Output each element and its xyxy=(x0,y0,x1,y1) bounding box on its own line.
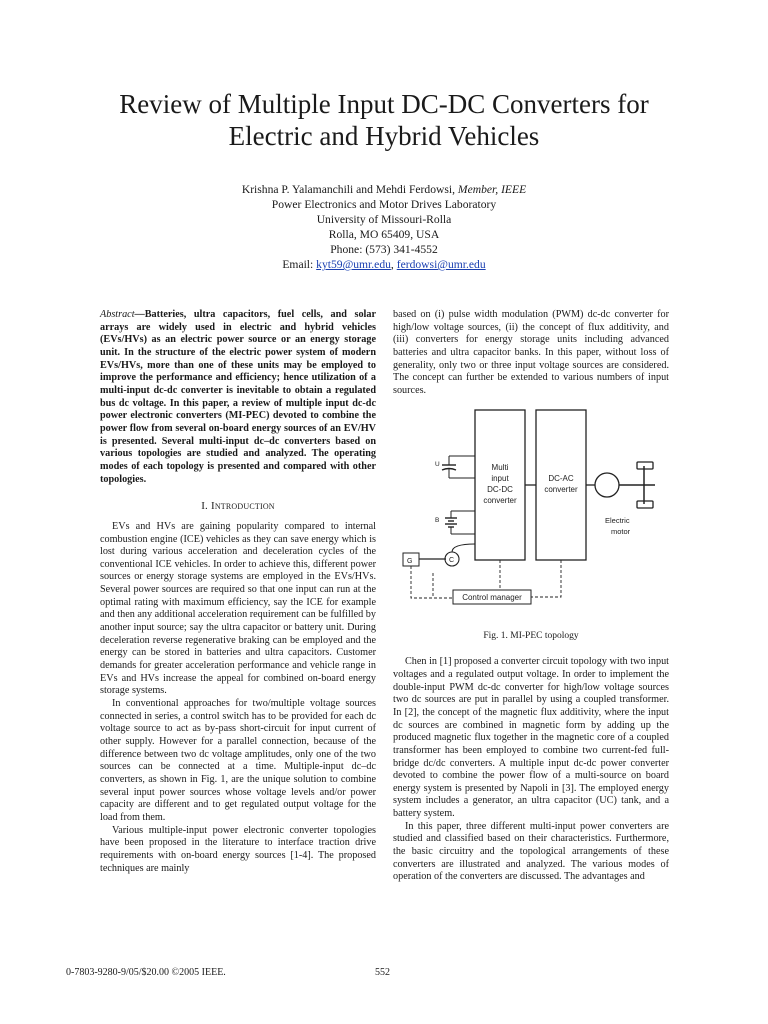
battery-label: B xyxy=(435,516,440,524)
uc-label: U xyxy=(435,460,440,468)
intro-paragraph-1: EVs and HVs are gaining popularity compared to internal combustion engine (ICE) vehicles as they can save energy which is lost during various acceleration and deceleration cycles of the conventional ICE vehicles. In order to achieve this, different power sources or energy storage systems are employed in the EVs/HVs. Several power sources are required so that one input can run at the optimal rating with maximum efficiency, say the ICE for example and then any additional acceleration requirement can be fulfilled by another input source; say the ultra capacitor or battery unit. During deceleration reverse regenerative braking can be employed and the energy can be stored in batteries and ultra capacitors. Customer demands for greater acceleration performance and vehicle range in EVs and HVs increase the appeal for combined on-board energy storage systems. xyxy=(100,520,376,697)
email-link-2[interactable]: ferdowsi@umr.edu xyxy=(396,258,486,271)
email-label: Email: xyxy=(282,258,317,271)
intro-paragraph-3: Various multiple-input power electronic converter topologies have been proposed in the literature to interface traction drive requirements with on-board energy sources [1-4]. The proposed techniques are mainly xyxy=(100,824,376,874)
motor-label-2: motor xyxy=(611,526,631,536)
mi-label-3: DC-DC xyxy=(487,484,513,494)
mi-label-1: Multi xyxy=(491,462,509,472)
affiliation-university: University of Missouri-Rolla xyxy=(316,213,452,226)
control-manager-label: Control manager xyxy=(462,592,522,602)
email-separator: , xyxy=(390,258,397,271)
mi-pec-diagram xyxy=(393,408,669,628)
affiliation-address: Rolla, MO 65409, USA xyxy=(328,228,440,241)
intro-paragraph-2: In conventional approaches for two/multiple voltage sources connected in series, a control switch has to be provided for each dc voltage source to act as by-pass short-circuit for input current of other supply. However for a parallel connection, because of the difference between two dc voltage amplitudes, only one of the two sources can be connected at a time. Multiple-input dc–dc converters, as shown in Fig. 1, are the unique solution to combine several input power sources whose voltage levels and/or power capacity are different and to get regulated output voltage for the load from them. xyxy=(100,698,376,823)
author-block xyxy=(84,182,684,272)
mi-label-2: input xyxy=(491,473,509,483)
abstract-label: Abstract xyxy=(100,309,135,320)
generator-label: G xyxy=(407,557,413,565)
section-heading-introduction: I. Introduction xyxy=(201,500,275,513)
dcac-label-1: DC-AC xyxy=(548,473,574,483)
affiliation-lab: Power Electronics and Motor Drives Laboratory xyxy=(271,198,497,211)
wheel-bottom xyxy=(637,501,653,508)
author-membership: Member, IEEE xyxy=(457,183,527,196)
control-link-dc-ac xyxy=(531,560,561,597)
intro-paragraph-5: In this paper, three different multi-input power converters are studied and classified based on their characteristics. Furthermore, the basic circuitry and the topological arrangements of these converters are illustrated and analyzed. The various modes of operation of the converters are discussed. The advantages and xyxy=(393,820,669,883)
figure-1-caption: Fig. 1. MI-PEC topology xyxy=(483,630,579,641)
mi-label-4: converter xyxy=(483,495,517,505)
page-number: 552 xyxy=(375,967,390,978)
title-line-2: Electric and Hybrid Vehicles xyxy=(228,121,540,151)
paper-title xyxy=(60,88,708,152)
left-column xyxy=(100,309,376,875)
abstract xyxy=(100,309,376,486)
motor-label-1: Electric xyxy=(605,515,630,525)
converter-label: C xyxy=(449,556,455,564)
copyright-footer: 0-7803-9280-9/05/$20.00 ©2005 IEEE. xyxy=(66,967,226,978)
email-line xyxy=(84,257,684,272)
title-line-1: Review of Multiple Input DC-DC Converters for xyxy=(119,89,649,119)
figure-1 xyxy=(393,408,669,628)
dcac-label-2: converter xyxy=(544,484,578,494)
email-link-1[interactable]: kyt59@umr.edu xyxy=(316,258,391,271)
abstract-text: —Batteries, ultra capacitors, fuel cells, and solar arrays are widely used in electric and hybrid vehicles (EVs/HVs) as an electric power source or an energy storage unit. In the structure of the electric power system of modern EVs/HVs, more than one of these units may be employed to improve the performance and efficiency; hence utilization of a multi-input dc-dc converter is inevitable to obtain a regulated bus dc voltage. In this paper, a review of multiple input dc-dc power electronic converters (MI-PEC) devoted to combine the power flow from several on-board energy sources of an EV/HV is presented. Several multi-input dc–dc converters based on various topologies are studied and analyzed. The operating modes of each topology is presented and compared with other topologies. xyxy=(100,309,376,485)
intro-paragraph-4: Chen in [1] proposed a converter circuit topology with two input voltages and a regulated output voltage. In order to implement the double-input PWM dc-dc converter for high/low voltage sources two dc sources are put in parallel by using a coupled transformer. In [2], the concept of the magnetic flux additivity, where the input dc sources are combined in magnetic form by adding up the produced magnetic flux together in the magnetic core of a coupled transformer has been employed to combine two current-fed full-bridge dc/dc converters. A multiple input dc-dc power converter devoted to combine the power flow of a multi-source on board energy system is presented by Napoli in [3]. The employed energy system includes a generator, an ultra capacitor (UC) tank, and a battery system. xyxy=(393,656,669,820)
right-column xyxy=(393,309,669,884)
intro-paragraph-3-continued: based on (i) pulse width modulation (PWM) dc-dc converter for high/low voltage sources, (ii) the concept of flux additivity, and (iii) converters for energy storage units including advanced batteries and ultra capacitor banks. In this paper, without loss of generality, only two or three input voltage sources are considered. The concept can further be extended to various numbers of input sources. xyxy=(393,309,669,396)
author-names-text: Krishna P. Yalamanchili and Mehdi Ferdowsi, xyxy=(241,183,458,196)
control-link-generator xyxy=(411,566,453,598)
author-names xyxy=(84,182,684,197)
wheel-top xyxy=(637,462,653,469)
affiliation-phone: Phone: (573) 341-4552 xyxy=(330,243,438,256)
electric-motor-circle xyxy=(595,473,619,497)
generator-wire xyxy=(452,544,475,552)
